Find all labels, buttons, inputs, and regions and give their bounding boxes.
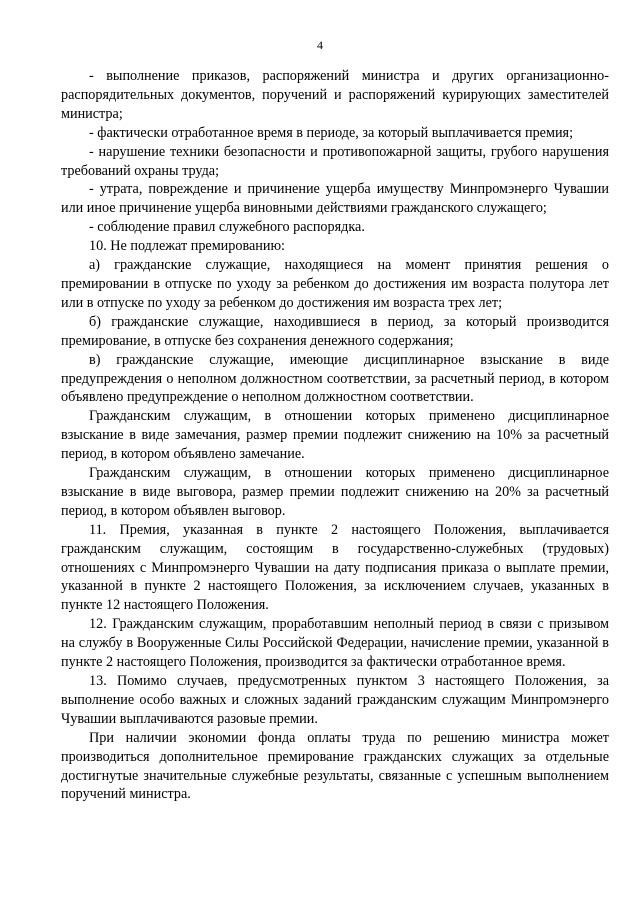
paragraph: При наличии экономии фонда оплаты труда по решению министра может производиться дополнительное премирование гражданских служащих за отдельные достигнутые значительные служебные результаты, связанные с успешным выполнением поручений министра. — [61, 729, 609, 803]
paragraph: Гражданским служащим, в отношении которых применено дисциплинарное взыскание в виде выговора, размер премии подлежит снижению на 20% за расчетный период, в котором объявлен выговор. — [61, 465, 609, 519]
paragraph: 10. Не подлежат премированию: — [89, 238, 285, 255]
paragraph: Гражданским служащим, в отношении которых применено дисциплинарное взыскание в виде замечания, размер премии подлежит снижению на 10% за расчетный период, в котором объявлено замечание. — [61, 408, 609, 463]
paragraph: - выполнение приказов, распоряжений министра и других организационно-распорядительных документов, поручений и распоряжений курирующих заместителей министра; — [61, 68, 609, 122]
paragraph: 12. Гражданским служащим, проработавшим неполный период в связи с призывом на службу в Вооруженные Силы Российской Федерации, начисление премии, указанной в пункте 2 настоящего Положения, производится за фактически отработанное время. — [61, 616, 609, 671]
paragraph: а) гражданские служащие, находящиеся на момент принятия решения о премировании в отпуске по уходу за ребенком до достижения им возраста полутора лет или в отпуске по уходу за ребенком до достижения им возраста трех лет; — [61, 257, 609, 311]
paragraph: - нарушение техники безопасности и противопожарной защиты, грубого нарушения требований охраны труда; — [61, 143, 609, 179]
paragraph: б) гражданские служащие, находившиеся в период, за который производится премирование, в отпуске без сохранения денежного содержания; — [61, 313, 609, 349]
paragraph: 11. Премия, указанная в пункте 2 настоящего Положения, выплачивается гражданским служащим, состоящим в государственно-служебных (трудовых) отношениях с Минпромэнерго Чувашии на дату подписания приказа о выплате премии, указанной в пункте 2 настоящего Положения, за исключением случаев, указанных в пункте 12 настоящего Положения. — [61, 521, 609, 614]
page-number: 4 — [317, 38, 323, 52]
paragraph: в) гражданские служащие, имеющие дисциплинарное взыскание в виде предупреждения о неполном должностном соответствии, за расчетный период, в котором объявлено предупреждение о неполном должностном соответствии. — [61, 351, 609, 406]
paragraph: - утрата, повреждение и причинение ущерба имуществу Минпромэнерго Чувашии или иное причинение ущерба виновными действиями гражданского служащего; — [61, 181, 609, 217]
paragraph: - фактически отработанное время в периоде, за который выплачивается премия; — [89, 124, 574, 141]
paragraph: - соблюдение правил служебного распорядка. — [89, 219, 365, 236]
paragraph: 13. Помимо случаев, предусмотренных пунктом 3 настоящего Положения, за выполнение особо важных и сложных заданий гражданским служащим Минпромэнерго Чувашии выплачиваются разовые премии. — [61, 673, 609, 727]
document-body — [61, 67, 609, 804]
